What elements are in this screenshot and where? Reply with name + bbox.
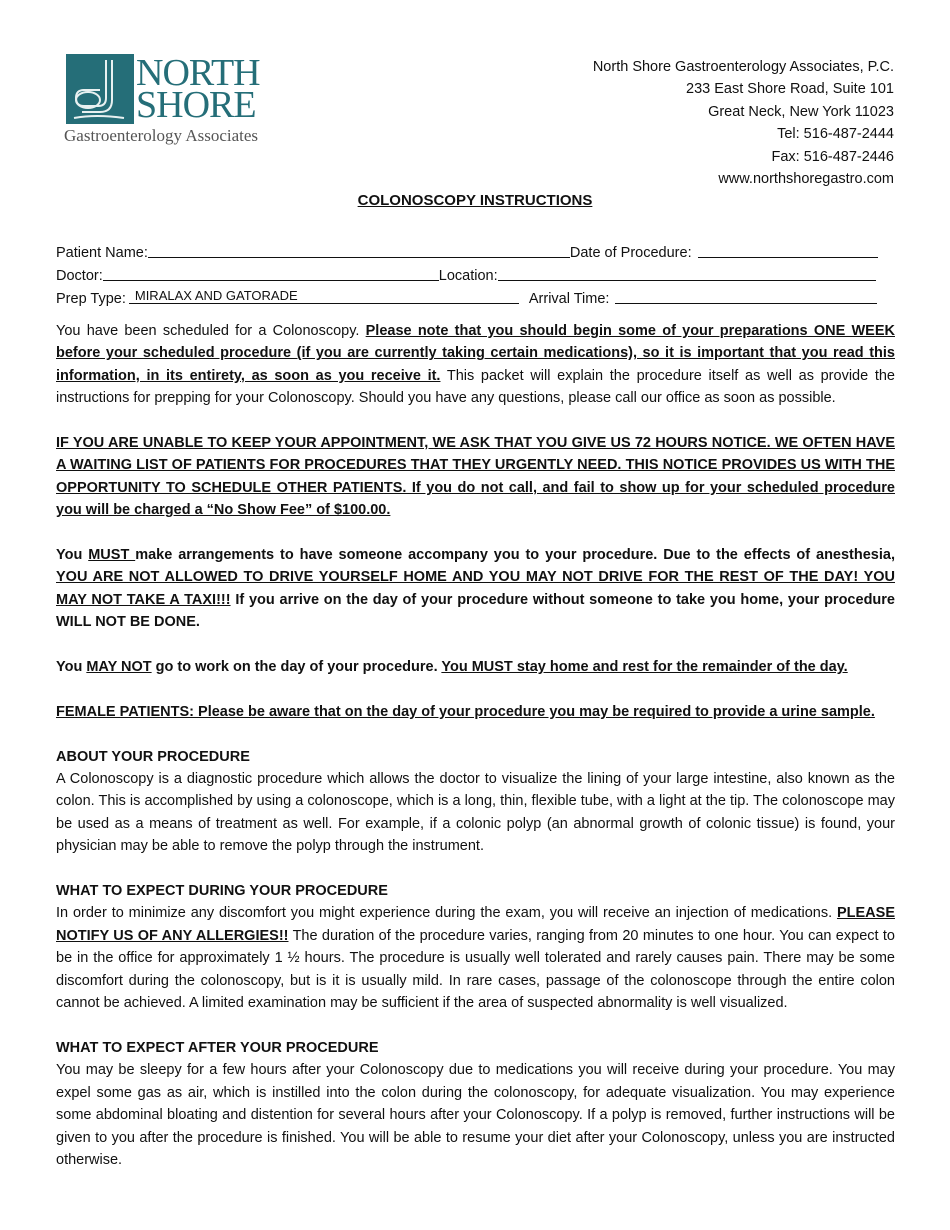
location-label: Location: — [438, 268, 498, 284]
practice-address — [593, 56, 894, 190]
arrival-time-label: Arrival Time: — [528, 291, 610, 307]
street-address: 233 East Shore Road, Suite 101 — [686, 81, 894, 98]
female-patients-notice: FEMALE PATIENTS: Please be aware that on the day of your procedure you may be required to provide a urine sample. — [56, 703, 875, 720]
work-may-not: MAY NOT — [86, 659, 152, 676]
cancellation-notice: IF YOU ARE UNABLE TO KEEP YOUR APPOINTMENT, WE ASK THAT YOU GIVE US 72 HOURS NOTICE. WE OFTEN HAVE A WAITING LIST OF PATIENTS FOR PROCEDURES THAT THEY URGENTLY NEED. THIS NOTICE PROVIDES US WITH THE OPPORTUNITY TO SCHEDULE OTHER PATIENTS. If you do not call, and fail to show up for your scheduled procedure you will be charged a “No Show Fee” of $100.00. — [56, 435, 895, 519]
patient-name-field[interactable] — [148, 241, 570, 258]
during-heading: WHAT TO EXPECT DURING YOUR PROCEDURE — [56, 883, 388, 900]
escort-caps: YOU ARE NOT ALLOWED TO DRIVE YOURSELF HOME AND YOU MAY NOT DRIVE FOR THE REST OF THE DAY! YOU MAY NOT TAKE A TAXI!!! — [56, 569, 895, 608]
about-text: A Colonoscopy is a diagnostic procedure which allows the doctor to visualize the lining of your large intestine, also known as the colon. This is accomplished by using a colonoscope, which is a long, thin, flexible tube, with a light at the tip. The colonoscope may be used as a means of treatment as well. For example, if a colonic polyp (an abnormal growth of colonic tissue) is found, your physician may be able to remove the polyp through the instrument. — [56, 771, 895, 855]
about-heading: ABOUT YOUR PROCEDURE — [56, 748, 250, 765]
city-state-zip: Great Neck, New York 11023 — [708, 103, 894, 120]
escort-paragraph — [56, 544, 895, 634]
after-section — [56, 1037, 895, 1171]
logo-shore-text: SHORE — [136, 84, 256, 126]
arrival-time-field[interactable] — [615, 287, 877, 304]
doctor-field[interactable] — [103, 264, 439, 281]
intro-rest: This packet will explain the procedure itself as well as provide the instructions for prepping for your Colonoscopy. Should you have any questions, please call our office as soon as possible. — [56, 367, 895, 407]
after-text: You may be sleepy for a few hours after your Colonoscopy due to medications you will receive during your procedure. You may expel some gas as air, which is instilled into the colon during the colonoscopy, for adequate visualization. You may experience some abdominal bloating and distention for several hours after your Colonoscopy. If a polyp is removed, further instructions will be given to you after the procedure is finished. You will be able to resume your diet after your Colonoscopy, unless you are instructed otherwise. — [56, 1062, 895, 1168]
about-section — [56, 746, 895, 858]
form-row-prep — [56, 284, 896, 307]
form-row-doctor — [56, 261, 896, 284]
intro-lead: You have been scheduled for a Colonoscopy. — [56, 323, 366, 339]
escort-must: MUST — [88, 547, 136, 564]
logo-north-text: NORTH — [136, 52, 260, 94]
intro-emphasis: Please note that you should begin some of your preparations ONE WEEK before your scheduled procedure (if you are currently taking certain medications), so it is important that you read this information, in its entirety, as soon as you receive it. — [56, 323, 895, 384]
work-rest: You MUST stay home and rest for the remainder of the day. — [441, 659, 848, 676]
during-p1: In order to minimize any discomfort you might experience during the exam, you will receive an injection of medications. — [56, 905, 837, 922]
after-heading: WHAT TO EXPECT AFTER YOUR PROCEDURE — [56, 1039, 379, 1056]
escort-p2: make arrangements to have someone accompany you to your procedure. Due to the effects of anesthesia, — [135, 547, 895, 564]
work-p2: go to work on the day of your procedure. — [151, 659, 442, 676]
work-p1: You — [56, 659, 87, 676]
fax: Fax: 516-487-2446 — [771, 148, 894, 165]
date-of-procedure-label: Date of Procedure: — [569, 245, 692, 261]
prep-type-value: MIRALAX AND GATORADE — [134, 288, 298, 303]
during-section — [56, 880, 895, 1014]
date-of-procedure-field[interactable] — [698, 241, 878, 258]
logo-emblem-icon — [66, 54, 134, 124]
logo-subtitle: Gastroenterology Associates — [64, 126, 259, 145]
page-title: COLONOSCOPY INSTRUCTIONS — [357, 192, 593, 209]
location-field[interactable] — [498, 264, 876, 281]
website: www.northshoregastro.com — [718, 171, 894, 188]
prep-type-label: Prep Type: — [56, 291, 126, 307]
work-paragraph — [56, 656, 895, 678]
instructions-body — [56, 320, 895, 1194]
patient-info-form — [56, 238, 896, 307]
allergies-notice: PLEASE NOTIFY US OF ANY ALLERGIES!! — [56, 905, 895, 944]
telephone: Tel: 516-487-2444 — [777, 126, 894, 143]
north-shore-logo — [64, 52, 294, 150]
practice-name: North Shore Gastroenterology Associates, P.C. — [592, 59, 894, 75]
escort-p3: If you arrive on the day of your procedure without someone to take you home, your procedure WILL NOT BE DONE. — [56, 591, 895, 631]
intro-paragraph — [56, 320, 895, 410]
during-p2: The duration of the procedure varies, ranging from 20 minutes to one hour. You can expect to be in the office for approximately 1 ½ hours. The procedure is usually well tolerated and rarely causes pain. There may be some discomfort during the colonoscopy, but is it is usually mild. In rare cases, passage of the colonoscope through the entire colon cannot be achieved. A limited examination may be sufficient if the area of suspected abnormality is well visualized. — [56, 927, 895, 1012]
escort-p1: You — [56, 547, 89, 564]
patient-name-label: Patient Name: — [56, 245, 148, 261]
doctor-label: Doctor: — [56, 268, 103, 284]
form-row-patient — [56, 238, 896, 261]
prep-type-field[interactable] — [129, 287, 519, 304]
